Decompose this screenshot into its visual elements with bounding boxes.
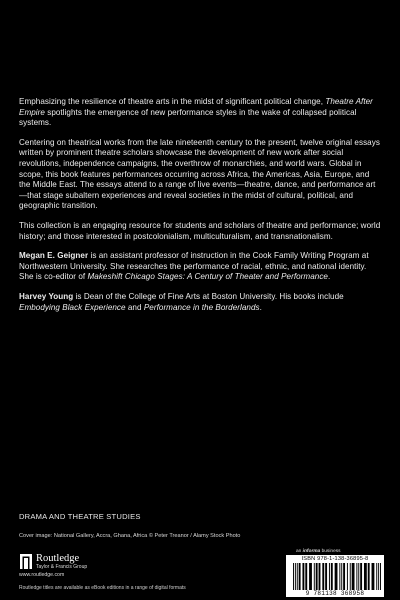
barcode-bar: [299, 563, 301, 590]
barcode-bar: [331, 563, 333, 590]
book-title: Makeshift Chicago Stages: A Century of Theater and Performance: [87, 272, 328, 282]
barcode-bar: [372, 563, 375, 590]
routledge-logo-icon: [19, 553, 33, 570]
ebook-footnote: Routledge titles are available as eBook editions in a range of digital formats: [19, 585, 186, 591]
blurb-paragraph-1: Emphasizing the resilience of theatre arts in the midst of significant political change, Theatre After Empire spotlights the emergence of new performance styles in the wake of collapsed political systems.: [19, 97, 373, 128]
publisher-subtitle: Taylor & Francis Group: [36, 564, 88, 570]
editor-bio-young: Harvey Young is Dean of the College of Fine Arts at Boston University. His books include Embodying Black Experience and Performance in the Borderlands.: [19, 291, 344, 312]
informa-brand: informa: [302, 549, 321, 554]
cover-image-credit: Cover image: National Gallery, Accra, Ghana, Africa © Peter Treanor / Alamy Stock Photo: [19, 533, 241, 539]
barcode-bar: [378, 563, 379, 590]
barcode-bar: [347, 563, 348, 590]
editor-name: Megan E. Geigner: [19, 251, 89, 261]
barcode-bar: [368, 563, 370, 590]
publisher-url[interactable]: www.routledge.com: [19, 572, 65, 578]
barcode-bar: [316, 563, 318, 590]
barcode-bar: [295, 563, 296, 590]
publisher-name: Routledge: [36, 553, 80, 564]
barcode-bar: [325, 563, 327, 590]
barcode-bar: [319, 563, 321, 590]
barcode-bar: [302, 563, 304, 590]
isbn-text: ISBN 978-1-138-36895-8: [301, 556, 369, 562]
barcode-bars: [293, 563, 381, 590]
barcode-bar: [352, 563, 355, 590]
barcode-digits: 9 781138 368958: [305, 590, 365, 597]
barcode-bar: [335, 563, 338, 590]
barcode-bar: [293, 563, 294, 590]
barcode-bar: [314, 563, 315, 590]
barcode-bar: [339, 563, 340, 590]
blurb-paragraph-2: Centering on theatrical works from the late nineteenth century to the present, twelve original essays written by prominent theatre scholars showcase the development of new work after social revolutions, independence campaigns, the overthrow of monarchies, and world wars. Global in scope, this book features performances occurring across Africa, the Americas, Asia, Europe, and the Middle East. The essays attend to a range of live events—theatre, dance, and performance art—that stage subaltern experiences and reveal societies in the midst of cultural, political, and geographic transition.: [19, 137, 380, 211]
publisher-block: [19, 553, 129, 579]
informa-tag: an informa business: [296, 549, 341, 554]
barcode-bar: [343, 563, 345, 590]
barcode-bar: [309, 563, 312, 590]
barcode-bar: [380, 563, 381, 590]
book-title: Embodying Black Experience: [19, 302, 126, 312]
book-title: Performance in the Borderlands: [143, 302, 260, 312]
barcode-bar: [356, 563, 357, 590]
barcode-bar: [350, 563, 351, 590]
book-title: Theatre After Empire: [19, 97, 373, 117]
barcode-bar: [360, 563, 362, 590]
barcode-bar: [322, 563, 324, 590]
barcode: [286, 555, 384, 597]
blurb: [19, 97, 381, 322]
editor-bio-geigner: Megan E. Geigner is an assistant professor of instruction in the Cook Family Writing Program at Northwestern University. She researches the performance of racial, ethnic, and national identity. She is co-editor of Makeshift Chicago Stages: A Century of Theater and Performance.: [19, 251, 369, 282]
barcode-bar: [297, 563, 298, 590]
barcode-bar: [376, 563, 377, 590]
editor-name: Harvey Young: [19, 291, 74, 301]
barcode-bar: [341, 563, 342, 590]
barcode-bar: [305, 563, 307, 590]
series-name: DRAMA AND THEATRE STUDIES: [19, 512, 141, 521]
blurb-paragraph-3: This collection is an engaging resource for students and scholars of theatre and performance; world history; and those interested in postcolonialism, multiculturalism, and transnationalism.: [19, 220, 381, 241]
barcode-bar: [329, 563, 330, 590]
barcode-bar: [358, 563, 359, 590]
barcode-bar: [364, 563, 367, 590]
